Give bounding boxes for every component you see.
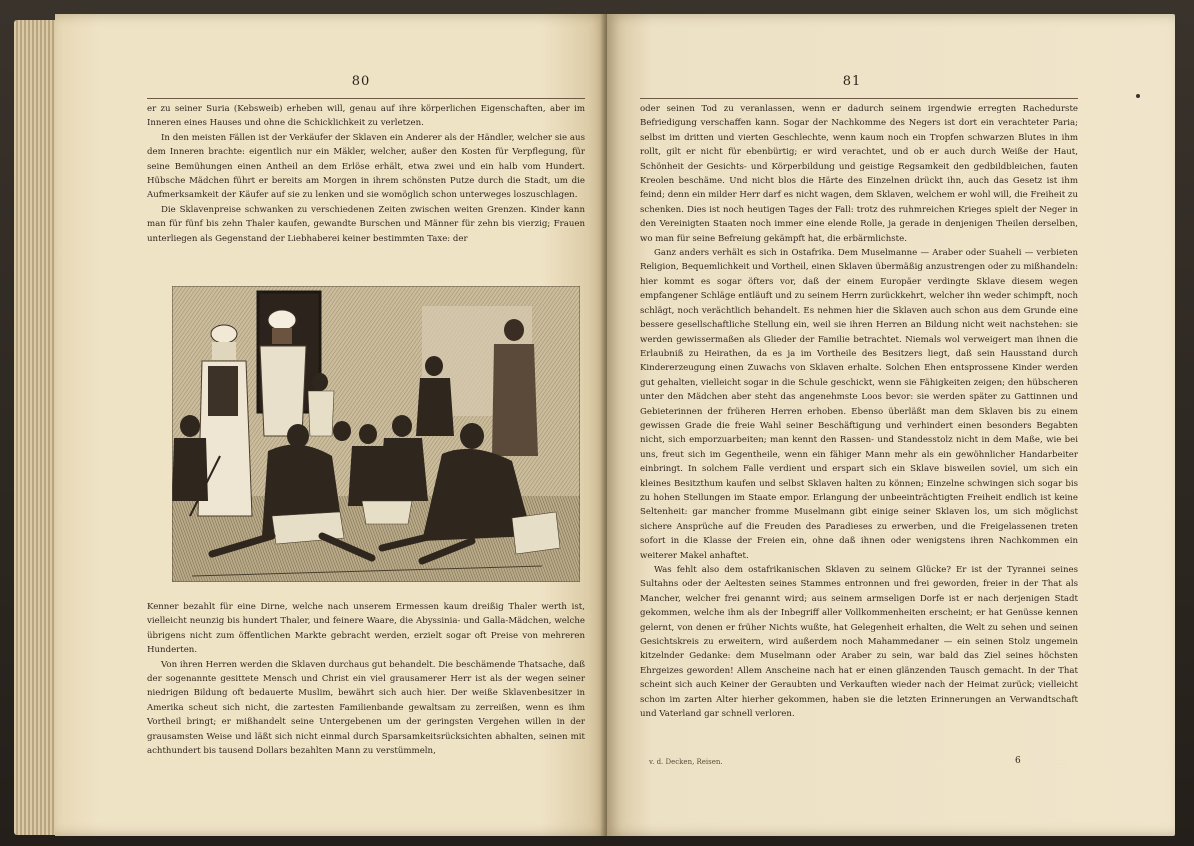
- left-text-top: [147, 102, 585, 246]
- left-paragraph-3: Die Sklavenpreise schwanken zu verschiedenen Zeiten zwischen weiten Grenzen. Kinder kann man für fünf bis zehn Thaler kaufen, gewandte Burschen und Männer für zehn bis vierzig; Frauen unterliegen als Gegenstand der Liebhaberei keiner bestimmten Taxe: der: [147, 204, 585, 244]
- left-paragraph-1: er zu seiner Suria (Kebsweib) erheben will, genau auf ihre körperlichen Eigenschaften, aber im Inneren eines Hauses und ohne die Schicklichkeit zu verletzen.: [147, 104, 585, 129]
- left-paragraph-4: Kenner bezahlt für eine Dirne, welche nach unserem Ermessen kaum dreißig Thaler werth ist, vielleicht neunzig bis hundert Thaler, und feinere Waare, die Abyssinia- und Galla-Mädchen, welche übrigens nicht zum öffentlichen Markte gebracht werden, erzielt sogar oft Preise von mehreren Hunderten.: [147, 602, 585, 656]
- signature-mark: 6: [1015, 756, 1021, 766]
- ink-mark: [1136, 94, 1140, 98]
- right-paragraph-3: Was fehlt also dem ostafrikanischen Sklaven zu seinem Glücke? Er ist der Tyrannei seines Sultahns oder der Aeltesten seines Stammes entronnen und frei geworden, freier in der That als Mancher, welcher frei genannt wird; aus seinem armseligen Dorfe ist er nach derjenigen Stadt gekommen, welche ihm als der Inbegriff aller Vollkommenheiten erscheint; er hat Genüsse kennen gelernt, von denen er früher Nichts wußte, hat Gelegenheit erhalten, die Welt zu sehen und seinen Gesichtskreis zu erweitern, wird außerdem noch Mahammedaner — ein seinen Stolz ungemein kitzelnder Gedanke: dem Muselmann oder Araber zu sein, war bald das Ziel seines höchsten Ehrgeizes geworden! Allem Anscheine nach hat er einen glänzenden Tausch gemacht. In der That scheint sich auch Keiner der Geraubten und Verkauften wieder nach der Heimat zurück; vielleicht schon im zarten Alter hierher gekommen, haben sie die letzten Erinnerungen an Verwandtschaft und Vaterland gar schnell verloren.: [640, 565, 1078, 720]
- left-text-bottom: [147, 600, 585, 758]
- left-paragraph-2: In den meisten Fällen ist der Verkäufer der Sklaven ein Anderer als der Händler, welcher sie aus dem Inneren brachte: eigentlich nur ein Mäkler, welcher, außer den Kosten für Verpflegung, für seine Bemühungen einen Antheil an dem Erlöse erhält, etwa zwei und ein halb vom Hundert. Hübsche Mädchen führt er bereits am Morgen in ihrem schönsten Putze durch die Stadt, um die Aufmerksamkeit der Käufer auf sie zu lenken und sie womöglich schon unterweges loszuschlagen.: [147, 132, 585, 201]
- header-rule-left: [147, 98, 585, 99]
- right-page: [607, 14, 1175, 836]
- page-number-right: 81: [842, 74, 862, 89]
- right-text: [640, 102, 1078, 721]
- engraving-slave-market: [172, 286, 580, 582]
- right-paragraph-2: Ganz anders verhält es sich in Ostafrika. Dem Muselmanne — Araber oder Suaheli — verbieten Religion, Bequemlichkeit und Vortheil, einen Sklaven übermäßig anzustrengen oder zu mißhandeln: hier kommt es sogar öfters vor, daß der einem Europäer verdingte Sklave diesem wegen empfangener Schläge entläuft und zu seinem Herrn zurückkehrt, welcher ihn weder schimpft, noch schlägt, noch verächtlich behandelt. Es nehmen hier die Sklaven auch schon aus dem Grunde eine bessere gesellschaftliche Stellung ein, weil sie ihren Herren an Bildung nicht weit nachstehen: sie werden gewissermaßen als Glieder der Familie betrachtet. Niemals wol verweigert man ihnen die Erlaubniß zu Heirathen, da es ja im Vortheile des Besitzers liegt, daß sein Hausstand durch Kindererzeugung einen Zuwachs von Sklaven erhalte. Solchen Ehen entsprossene Kinder werden gut gehalten, vielleicht sogar in die Schule geschickt, wenn sie Fähigkeiten zeigen; den hübscheren unter den Mädchen aber steht das angenehmste Loos bevor: sie werden später zu Gattinnen und Gebieterinnen der früheren Herren erhoben. Ebenso überläßt man dem Sklaven bis zu einem gewissen Grade die freie Wahl seiner Beschäftigung und verhindert einen besonders Begabten nicht, sich emporzuarbeiten; man kennt den Rassen- und Standesstolz nicht in dem Maße, wie bei uns, freut sich im Gegentheile, wenn ein fähiger Mann mehr als ein gewöhnlicher Handarbeiter einbringt. In solchem Falle verdient und erspart sich ein Sklave bisweilen soviel, um sich ein kleines Besitzthum kaufen und selbst Sklaven halten zu können; Einzelne schwingen sich sogar bis zu hohen Stellungen im Staate empor. Erlangung der unbeeinträchtigten Freiheit endlich ist keine Seltenheit: gar mancher fromme Muselmann gibt einige seiner Sklaven los, um sich möglichst sichere Ansprüche auf die Freuden des Paradieses zu erwerben, und die Freigelassenen treten sofort in die Klasse der Freien ein, ohne daß ihnen oder wenigstens ihren Nachkommen ein weiterer Makel anhaftet.: [640, 248, 1078, 561]
- right-paragraph-1: oder seinen Tod zu veranlassen, wenn er dadurch seinem irgendwie erregten Rachedurste Befriedigung verschaffen kann. Sogar der Nachkomme des Negers ist dort ein verachteter Paria; selbst im dritten und vierten Geschlechte, wenn kaum noch ein Tropfen schwarzen Blutes in ihm rollt, gilt er nicht für ebenbürtig; er wird verachtet, und ob er auch durch Weiße der Haut, Schönheit der Gesichts- und Körperbildung und geistige Regsamkeit den gedbildbleichen, fauten Kreolen beschäme. Und nicht blos die Härte des Einzelnen drückt ihn, auch das Gesetz ist ihm feind; denn ein milder Herr darf es nicht wagen, dem Sklaven, welchem er wohl will, die Freiheit zu schenken. Dies ist noch heutigen Tages der Fall: trotz des ruhmreichen Krieges spielt der Neger in den Vereinigten Staaten noch immer eine elende Rolle, ja gerade in denjenigen Theilen derselben, wo man für seine Befreiung gekämpft hat, die erbärmlichste.: [640, 104, 1078, 244]
- footer-source: v. d. Decken, Reisen.: [649, 758, 723, 766]
- left-paragraph-5: Von ihren Herren werden die Sklaven durchaus gut behandelt. Die beschämende Thatsache, daß der sogenannte gesittete Mensch und Christ ein viel grausamerer Herr ist als der wegen seiner niedrigen Bildung oft bedauerte Muslim, bewährt sich auch hier. Der weiße Sklavenbesitzer in Amerika scheut sich nicht, die zartesten Familienbande gewaltsam zu zerreißen, wenn es ihm Vortheil bringt; er mißhandelt seine Untergebenen um der geringsten Vergehen willen in der grausamsten Weise und läßt sich nicht einmal durch Sparsamkeitsrücksichten abhalten, seinen mit achthundert bis tausend Dollars bezahlten Mann zu verstümmeln,: [147, 659, 585, 757]
- page-number-left: 80: [351, 74, 371, 89]
- header-rule-right: [640, 98, 1078, 99]
